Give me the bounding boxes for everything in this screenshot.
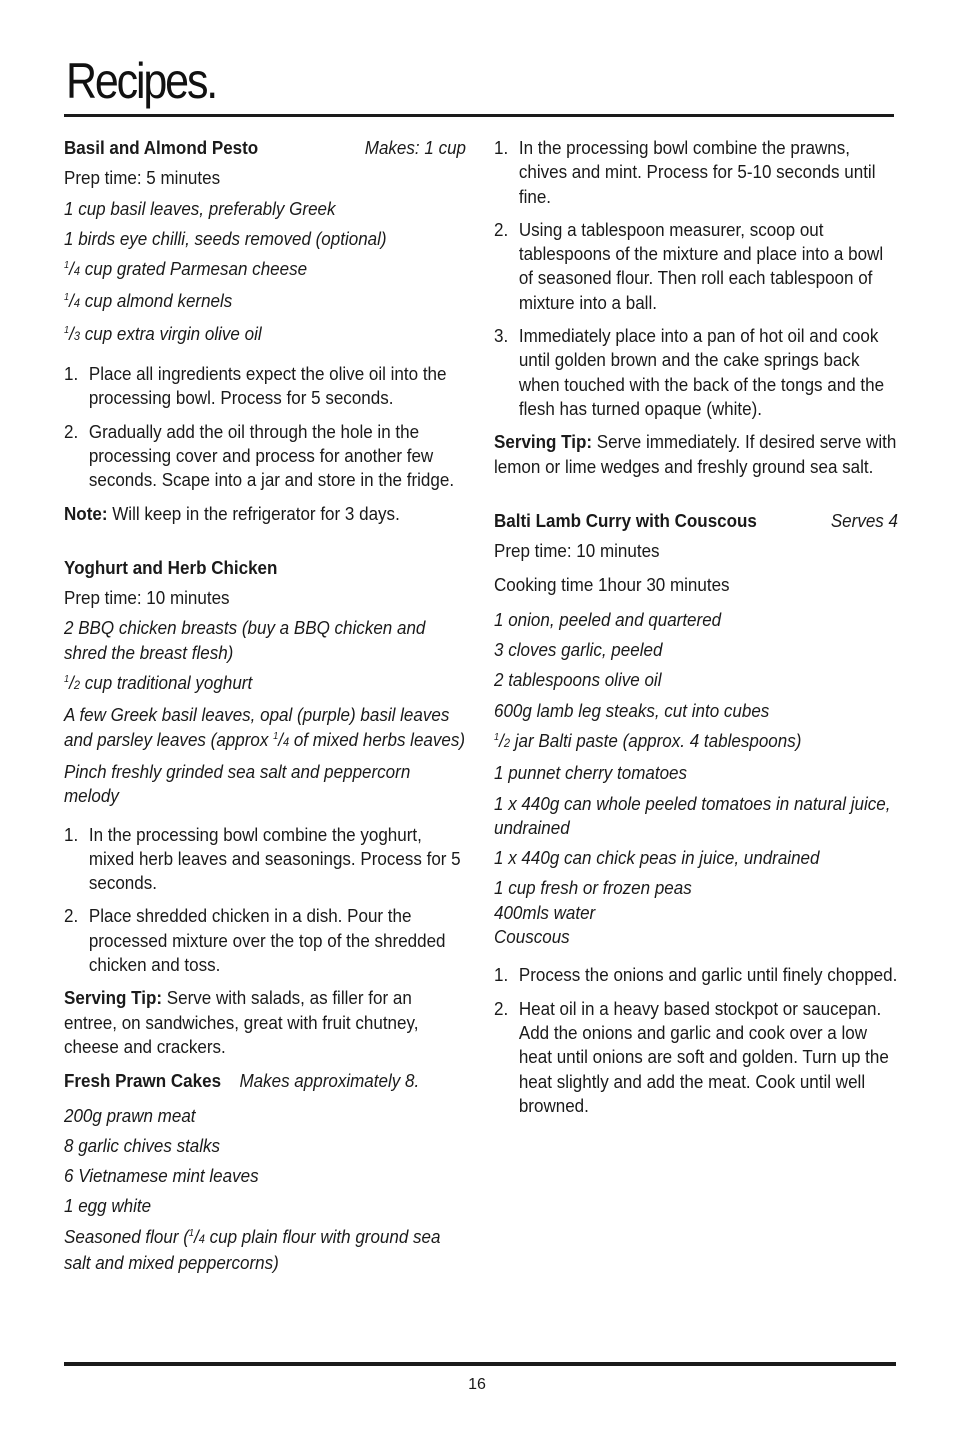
list-item: 2. Using a tablespoon measurer, scoop out tablespoons of the mixture and place into a bowl of seasoned flour. Then roll each tablespoon of mixture into a ball. [494, 218, 884, 313]
ingredient: $^1$/2 jar Balti paste (approx. 4 tablespoons) [494, 729, 802, 751]
ingredient: 400mls water [494, 901, 596, 923]
recipe-yield: Serves 4 [830, 509, 899, 531]
curry-heading [494, 509, 898, 533]
ingredient: $^1$/3 cup extra virgin olive oil [64, 322, 262, 344]
ingredient: $^1$/2 cup traditional yoghurt [64, 672, 253, 694]
ingredient: 1 birds eye chilli, seeds removed (optional) [64, 227, 387, 249]
ingredient: 200g prawn meat [64, 1104, 196, 1126]
recipe-title: Fresh Prawn Cakes [64, 1070, 222, 1092]
recipe-note: Note: Will keep in the refrigerator for 3 days. [64, 502, 400, 524]
ingredient: Couscous [494, 926, 570, 948]
method-steps [64, 823, 466, 978]
ingredient: Pinch freshly grinded sea salt and peppercorn melody [64, 760, 411, 807]
list-item: 1. In the processing bowl combine the prawns, chives and mint. Process for 5-10 seconds until fine. [494, 137, 876, 207]
ingredient: A few Greek basil leaves, opal (purple) basil leaves and parsley leaves (approx $^1$/4 of mixed herbs leaves) [64, 704, 466, 750]
left-column-inner [64, 136, 466, 1275]
list-item: 1. Place all ingredients expect the olive oil into the processing bowl. Process for 5 seconds. [64, 363, 447, 409]
recipe-title: Yoghurt and Herb Chicken [64, 556, 278, 578]
ingredient: Seasoned flour ($^1$/4 cup plain flour with ground sea salt and mixed peppercorns) [64, 1225, 441, 1273]
prep-time: Prep time: 10 minutes [494, 540, 660, 562]
ingredient: 6 Vietnamese mint leaves [64, 1165, 259, 1187]
header-rule [64, 114, 894, 117]
list-item: 1. Process the onions and garlic until finely chopped. [494, 964, 898, 986]
ingredient: $^1$/4 cup grated Parmesan cheese [64, 258, 308, 280]
prep-time: Prep time: 10 minutes [64, 587, 230, 609]
recipe-title: Basil and Almond Pesto [64, 137, 259, 158]
ingredient: 1 punnet cherry tomatoes [494, 762, 688, 784]
list-item: 2. Gradually add the oil through the hole in the processing cover and process for another few seconds. Scape into a jar and store in the fridge. [64, 420, 455, 491]
recipe-yield: Makes approximately 8. [239, 1070, 420, 1092]
ingredient: 1 cup basil leaves, preferably Greek [64, 197, 336, 219]
footer-rule [64, 1362, 896, 1366]
ingredient: 1 x 440g can chick peas in juice, undrained [494, 847, 820, 869]
right-column-inner [494, 136, 898, 1118]
serving-tip: Serving Tip: Serve with salads, as filler for an entree, on sandwiches, great with fruit chutney, cheese and crackers. [64, 987, 419, 1057]
list-item: 1. In the processing bowl combine the yoghurt, mixed herb leaves and seasonings. Process for 5 seconds. [64, 823, 461, 894]
pesto-heading [64, 136, 466, 160]
left-column [64, 136, 466, 1275]
ingredient: $^1$/4 cup almond kernels [64, 290, 233, 312]
page-number: 16 [468, 1376, 486, 1393]
list-item: 2. Place shredded chicken in a dish. Pour the processed mixture over the top of the shredded chicken and toss. [64, 905, 446, 976]
ingredient: 1 x 440g can whole peeled tomatoes in natural juice, undrained [494, 792, 891, 838]
method-steps [494, 963, 898, 1118]
ingredient: 1 onion, peeled and quartered [494, 608, 722, 630]
ingredient: 2 tablespoons olive oil [494, 669, 662, 691]
list-item: 2. Heat oil in a heavy based stockpot or saucepan. Add the onions and garlic and cook over a low heat until onions are soft and golden. Turn up the heat slightly and add the meat. Cook until well browned. [494, 997, 889, 1116]
ingredient: 1 egg white [64, 1195, 152, 1217]
page-title: Recipes. [66, 53, 217, 109]
ingredient: 1 cup fresh or frozen peas [494, 877, 692, 899]
ingredient: 2 BBQ chicken breasts (buy a BBQ chicken and shred the breast flesh) [64, 617, 426, 663]
right-column [494, 136, 898, 1118]
recipe-title: Balti Lamb Curry with Couscous [494, 509, 757, 531]
ingredient: 8 garlic chives stalks [64, 1134, 221, 1156]
cooking-time: Cooking time 1hour 30 minutes [494, 574, 730, 596]
method-steps [64, 362, 466, 492]
ingredient: 600g lamb leg steaks, cut into cubes [494, 699, 770, 721]
list-item: 3. Immediately place into a pan of hot oil and cook until golden brown and the cake springs back when touched with the back of the tongs and the flesh has turned opaque (white). [494, 325, 885, 419]
serving-tip: Serving Tip: Serve immediately. If desired serve with lemon or lime wedges and freshly ground sea salt. [494, 431, 897, 477]
prawn-heading [64, 1069, 466, 1093]
recipe-yield: Makes: 1 cup [364, 137, 467, 158]
ingredient: 3 cloves garlic, peeled [494, 639, 663, 661]
prep-time: Prep time: 5 minutes [64, 167, 221, 189]
method-steps [494, 136, 898, 421]
